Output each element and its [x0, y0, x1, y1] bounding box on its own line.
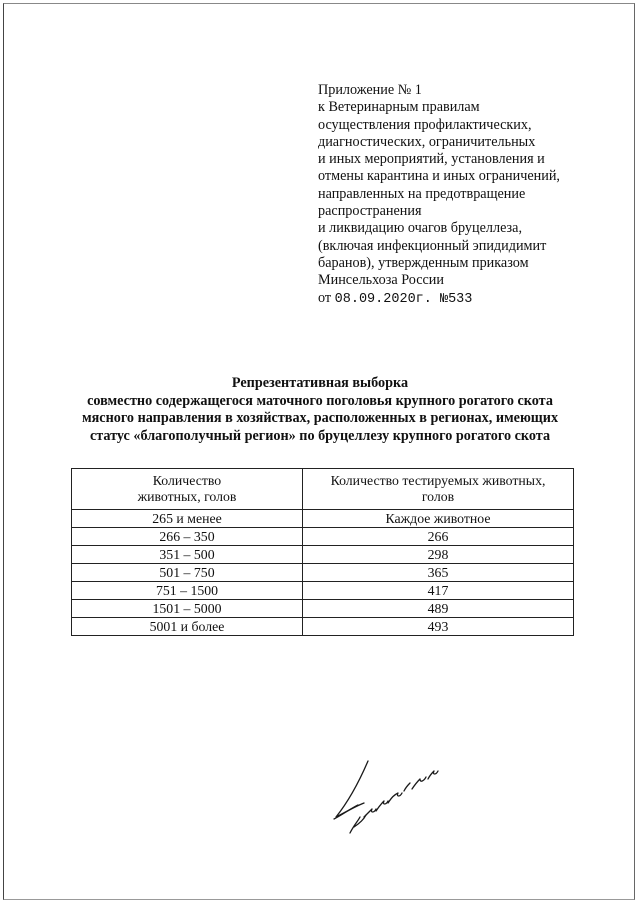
cell-herd-size: 351 – 500 — [72, 546, 303, 564]
cell-herd-size: 5001 и более — [72, 618, 303, 636]
cell-herd-size: 265 и менее — [72, 510, 303, 528]
appendix-line: баранов), утвержденным приказом — [318, 254, 529, 271]
table-header-row — [72, 469, 574, 510]
title-line: статус «благополучный регион» по бруцеллезу крупного рогатого скота — [89, 427, 551, 444]
table-row — [72, 510, 574, 528]
cell-herd-size: 266 – 350 — [72, 528, 303, 546]
order-prefix: от — [318, 289, 332, 306]
appendix-line: и иных мероприятий, установления и — [318, 151, 545, 168]
header-text: Количество — [152, 473, 222, 488]
appendix-line: и ликвидацию очагов бруцеллеза, — [318, 220, 522, 237]
cell-herd-size: 751 – 1500 — [72, 582, 303, 600]
appendix-line: диагностических, ограничительных — [318, 133, 536, 150]
order-date-number: 08.09.2020г. №533 — [334, 291, 473, 307]
cell-tested: 493 — [303, 618, 574, 636]
appendix-line: осуществления профилактических, — [318, 116, 532, 133]
cell-herd-size: 1501 – 5000 — [72, 600, 303, 618]
appendix-header — [318, 82, 618, 308]
appendix-line: направленных на предотвращение — [318, 185, 526, 202]
cell-tested: 489 — [303, 600, 574, 618]
table-row — [72, 564, 574, 582]
header-tested-count — [303, 469, 574, 510]
document-title — [60, 375, 580, 445]
header-text: Количество тестируемых животных, — [330, 473, 546, 488]
title-line: мясного направления в хозяйствах, расположенных в регионах, имеющих — [81, 410, 559, 427]
appendix-line: к Ветеринарным правилам — [318, 99, 480, 116]
cell-tested: 365 — [303, 564, 574, 582]
title-line: Репрезентативная выборка — [231, 375, 409, 391]
handwritten-signature — [320, 755, 450, 835]
appendix-line: (включая инфекционный эпидидимит — [318, 237, 547, 254]
appendix-line: Приложение № 1 — [318, 82, 422, 98]
appendix-line: отмены карантина и иных ограничений, — [318, 168, 560, 185]
table-row — [72, 618, 574, 636]
cell-tested: 266 — [303, 528, 574, 546]
cell-tested: 298 — [303, 546, 574, 564]
appendix-line: распространения — [318, 203, 422, 220]
sample-size-table — [71, 468, 574, 636]
table-row — [72, 600, 574, 618]
cell-tested: 417 — [303, 582, 574, 600]
table-row — [72, 582, 574, 600]
cell-tested: Каждое животное — [303, 510, 574, 528]
table-row — [72, 546, 574, 564]
appendix-line: Минсельхоза России — [318, 272, 444, 289]
table-row — [72, 528, 574, 546]
header-text: голов — [421, 489, 455, 504]
order-reference — [318, 290, 618, 308]
header-text: животных, голов — [137, 489, 237, 504]
header-animal-count — [72, 469, 303, 510]
title-line: совместно содержащегося маточного поголовья крупного рогатого скота — [87, 392, 553, 409]
cell-herd-size: 501 – 750 — [72, 564, 303, 582]
